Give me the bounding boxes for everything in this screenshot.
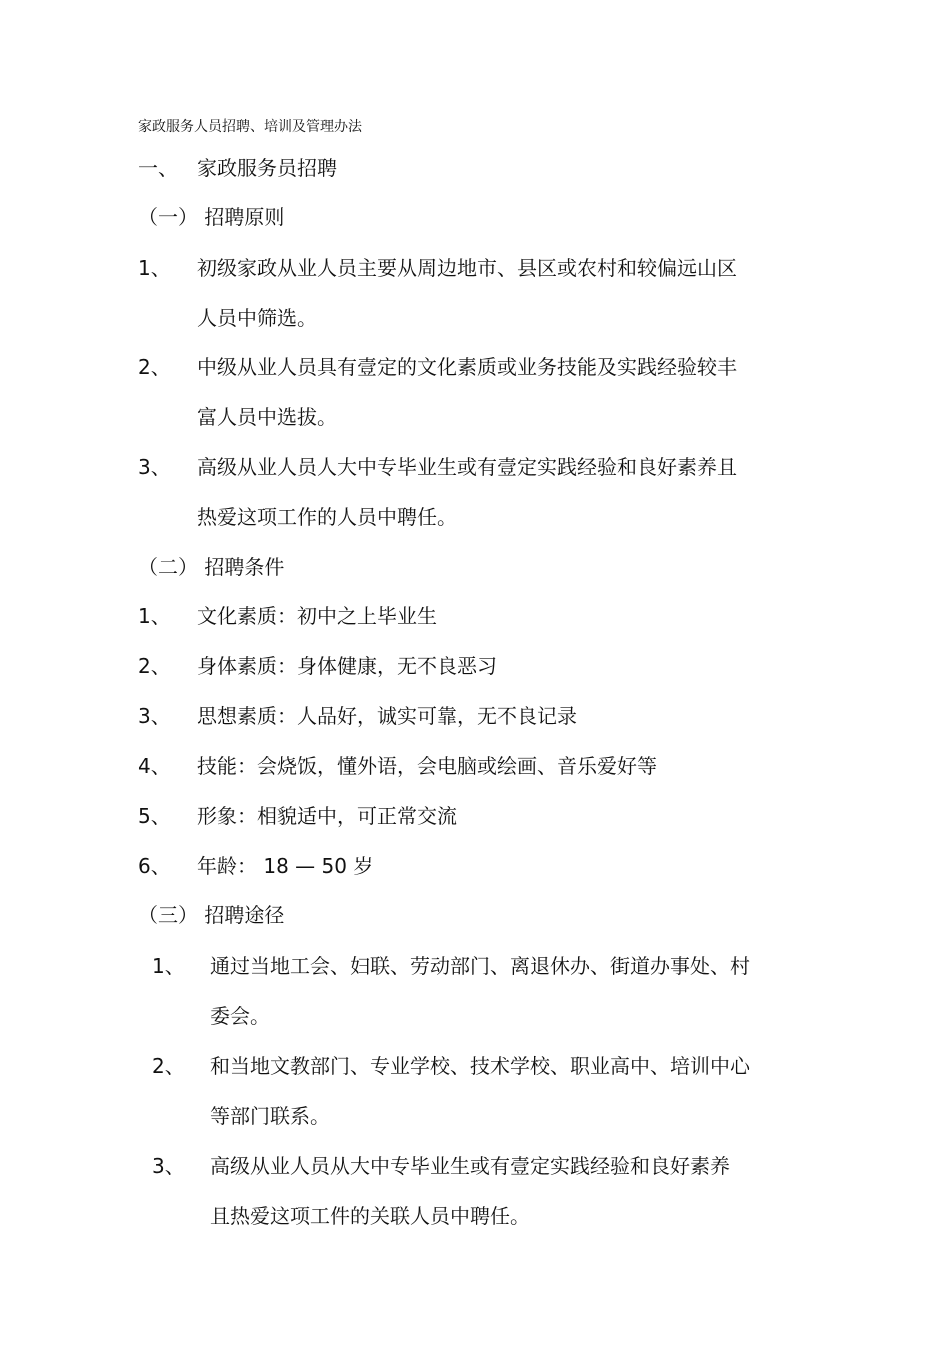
list-item-text: 思想素质：人品好，诚实可靠，无不良记录 <box>197 704 577 728</box>
list-item-number: 5、 <box>138 804 171 828</box>
subsection-heading-channels: （三） 招聘途径 <box>138 903 285 927</box>
section-number: 一、 <box>138 156 178 180</box>
list-item-text-continued: 富人员中选拔。 <box>197 405 337 429</box>
list-item-text: 高级从业人员从大中专毕业生或有壹定实践经验和良好素养 <box>210 1154 730 1178</box>
list-item-number: 2、 <box>138 654 171 678</box>
list-item-text: 高级从业人员人大中专毕业生或有壹定实践经验和良好素养且 <box>197 455 737 479</box>
list-item-text: 身体素质：身体健康，无不良恶习 <box>197 654 497 678</box>
list-item-number: 4、 <box>138 754 171 778</box>
subsection-heading-conditions: （二） 招聘条件 <box>138 555 285 579</box>
list-item-number: 2、 <box>152 1054 185 1078</box>
list-item-text-continued: 等部门联系。 <box>210 1104 330 1128</box>
list-item-number: 3、 <box>138 455 171 479</box>
list-item-text: 形象：相貌适中，可正常交流 <box>197 804 457 828</box>
list-item-text: 文化素质：初中之上毕业生 <box>197 604 437 628</box>
list-item-number: 3、 <box>138 704 171 728</box>
list-item-number: 6、 <box>138 854 171 878</box>
list-item-text: 和当地文教部门、专业学校、技术学校、职业高中、培训中心 <box>210 1054 750 1078</box>
list-item-text: 技能：会烧饭，懂外语，会电脑或绘画、音乐爱好等 <box>197 754 657 778</box>
list-item-text: 中级从业人员具有壹定的文化素质或业务技能及实践经验较丰 <box>197 355 737 379</box>
list-item-text-continued: 人员中筛选。 <box>197 306 317 330</box>
list-item-text-continued: 且热爱这项工件的关联人员中聘任。 <box>210 1204 530 1228</box>
list-item-number: 1、 <box>138 604 171 628</box>
list-item-number: 1、 <box>138 256 171 280</box>
list-item-text-continued: 热爱这项工作的人员中聘任。 <box>197 505 457 529</box>
subsection-heading-principles: （一） 招聘原则 <box>138 205 285 229</box>
list-item-text: 初级家政从业人员主要从周边地市、县区或农村和较偏远山区 <box>197 256 737 280</box>
section-heading: 家政服务员招聘 <box>197 156 337 180</box>
list-item-text-continued: 委会。 <box>210 1004 270 1028</box>
list-item-number: 1、 <box>152 954 185 978</box>
list-item-number: 3、 <box>152 1154 185 1178</box>
document-title: 家政服务人员招聘、培训及管理办法 <box>138 119 362 135</box>
list-item-text: 通过当地工会、妇联、劳动部门、离退休办、街道办事处、村 <box>210 954 750 978</box>
list-item-number: 2、 <box>138 355 171 379</box>
list-item-text: 年龄： 18 — 50 岁 <box>197 854 374 878</box>
